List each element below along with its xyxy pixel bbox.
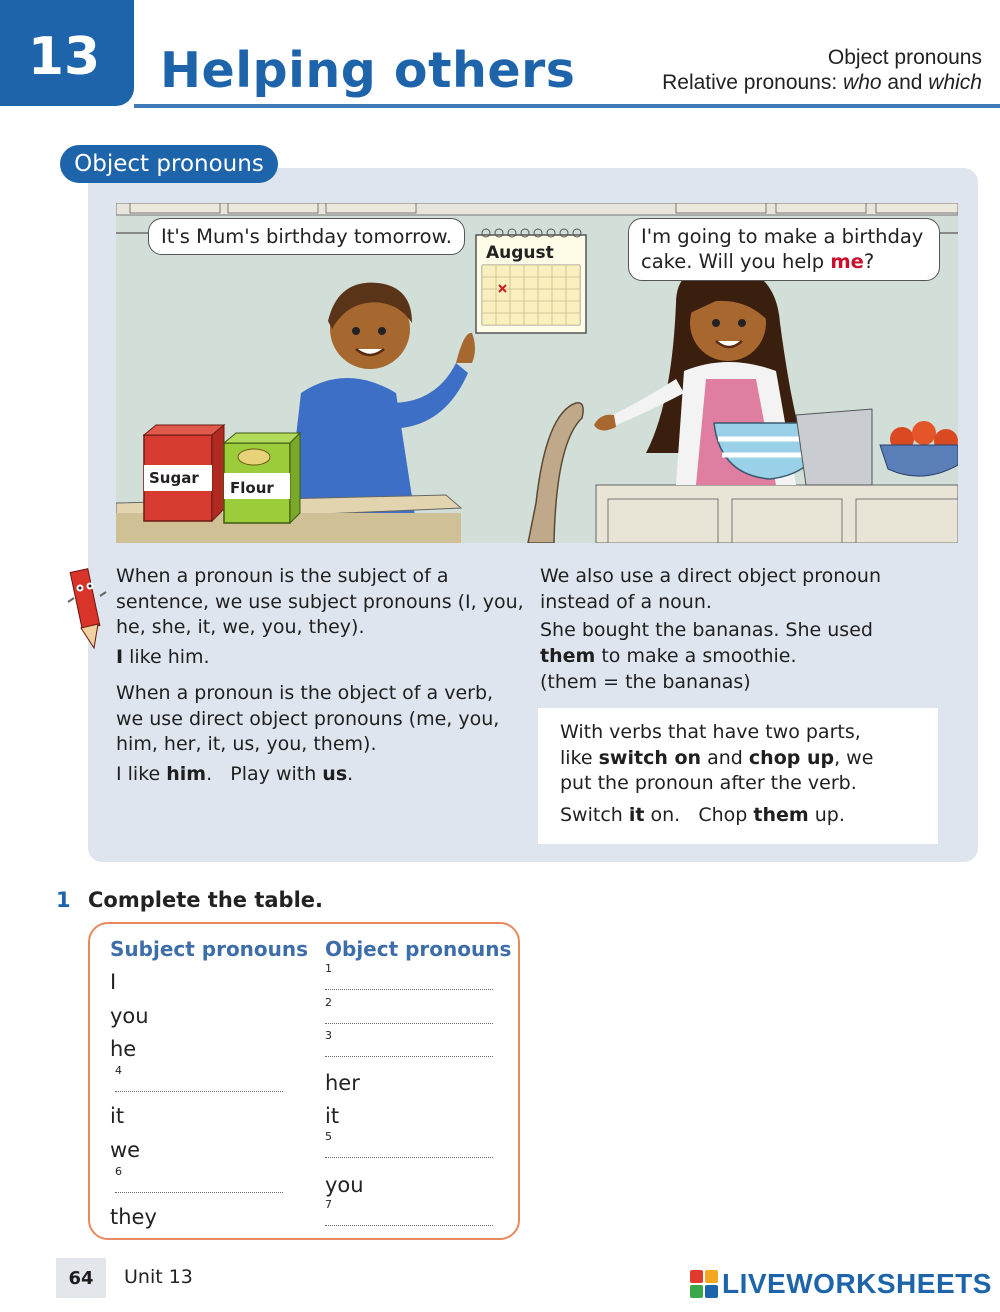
tip-a: With verbs that have two parts, like [560,721,861,769]
brand-grid-icon [690,1270,718,1298]
topic-who: who [843,71,882,94]
example-object-b: Play with [230,763,323,785]
exercise-instruction: Complete the table. [88,888,323,912]
answer-blank-4[interactable] [115,1064,283,1092]
example-object-b-bold: us [322,763,348,785]
tip-example-b-bold: them [753,804,809,826]
answer-blank-2[interactable] [325,996,493,1024]
topic-which: which [928,71,982,94]
tip-example-a-end: on. [644,804,681,826]
example-object-a: I like [116,763,167,785]
unit-number: 13 [27,27,101,87]
answer-blank-3[interactable] [325,1029,493,1057]
rule-subject-pronouns: When a pronoun is the subject of a sentence, we use subject pronouns (I, you, he, she, it, we, you, they). [116,565,524,638]
bubble-girl-start: I'm going to make a birthday cake. Will you help [641,225,924,274]
example-subject-bold: I [116,646,124,668]
bubble-girl-highlight: me [830,250,864,274]
answer-blank-1[interactable] [325,962,493,990]
speech-bubble-girl [628,218,940,281]
tip-bold-2: chop up [748,746,835,769]
subject-cell-3: he [110,1037,137,1061]
bubble-girl-end: ? [863,250,875,274]
object-cell-5: it [325,1104,340,1128]
subject-cell-1: I [110,970,117,994]
example-object-a-end: . [206,763,213,785]
example-object-b-end: . [347,763,354,785]
example-bananas-bold: them [540,645,596,667]
topic-line-2-prefix: Relative pronouns: [662,71,844,94]
topic-line-1: Object pronouns [827,46,982,69]
tip-example-a: Switch [560,804,629,826]
brand-name: LIVEWORKSHEETS [722,1268,992,1299]
example-object-a-bold: him [166,763,207,785]
example-subject-rest: like him. [123,646,210,668]
tip-example-a-bold: it [628,804,645,826]
rule-noun-replacement: We also use a direct object pronoun instead of a noun. [540,565,882,613]
calendar-month: August [486,243,554,263]
subject-cell-2: you [110,1004,149,1028]
blank-number-4: 4 [115,1064,122,1077]
topic-line-2 [662,71,982,95]
section-pill: Object pronouns [60,145,278,183]
tip-and: and [701,746,749,769]
answer-blank-5[interactable] [325,1130,493,1158]
exercise-number: 1 [56,888,71,912]
page-number: 64 [56,1258,106,1298]
blank-number-5: 5 [325,1130,332,1143]
tip-example-b: Chop [698,804,754,826]
tip-b: , we put the pronoun after the verb. [560,746,874,794]
answer-blank-6[interactable] [115,1165,283,1193]
subject-cell-6: we [110,1138,141,1162]
brand-logo [690,1268,992,1300]
unit-number-badge [0,0,134,106]
pencil-mascot-icon [64,562,108,652]
example-bananas-b [540,644,797,670]
title-underline [134,104,1000,108]
object-column-header: Object pronouns [325,937,512,961]
answer-blank-7[interactable] [325,1198,493,1226]
sugar-label: Sugar [149,469,199,487]
example-bananas-rest: to make a smoothie. [595,645,797,667]
topic-and: and [881,71,929,94]
example-subject [116,645,210,671]
subject-cell-5: it [110,1104,125,1128]
example-two-part [560,803,845,829]
example-bananas-a: She bought the bananas. She used [540,619,873,641]
subject-cell-8: they [110,1205,157,1229]
unit-label: Unit 13 [124,1266,193,1288]
page-title: Helping others [160,42,576,99]
object-cell-7: you [325,1173,364,1197]
tip-two-part-verbs [560,720,880,797]
subject-column-header: Subject pronouns [110,937,309,961]
rule-object-pronouns: When a pronoun is the object of a verb, we use direct object pronouns (me, you, him, her, it, us, you, them). [116,682,500,755]
blank-number-6: 6 [115,1165,122,1178]
tip-example-b-end: up. [808,804,845,826]
blank-number-1: 1 [325,962,332,975]
tip-bold-1: switch on [598,746,702,769]
example-bananas-c: (them = the bananas) [540,671,751,693]
flour-box-icon [224,433,300,523]
object-cell-4: her [325,1071,360,1095]
blank-number-7: 7 [325,1198,332,1211]
blank-number-2: 2 [325,996,332,1009]
speech-bubble-boy: It's Mum's birthday tomorrow. [148,218,465,255]
example-object [116,762,353,788]
blank-number-3: 3 [325,1029,332,1042]
flour-label: Flour [230,479,274,497]
